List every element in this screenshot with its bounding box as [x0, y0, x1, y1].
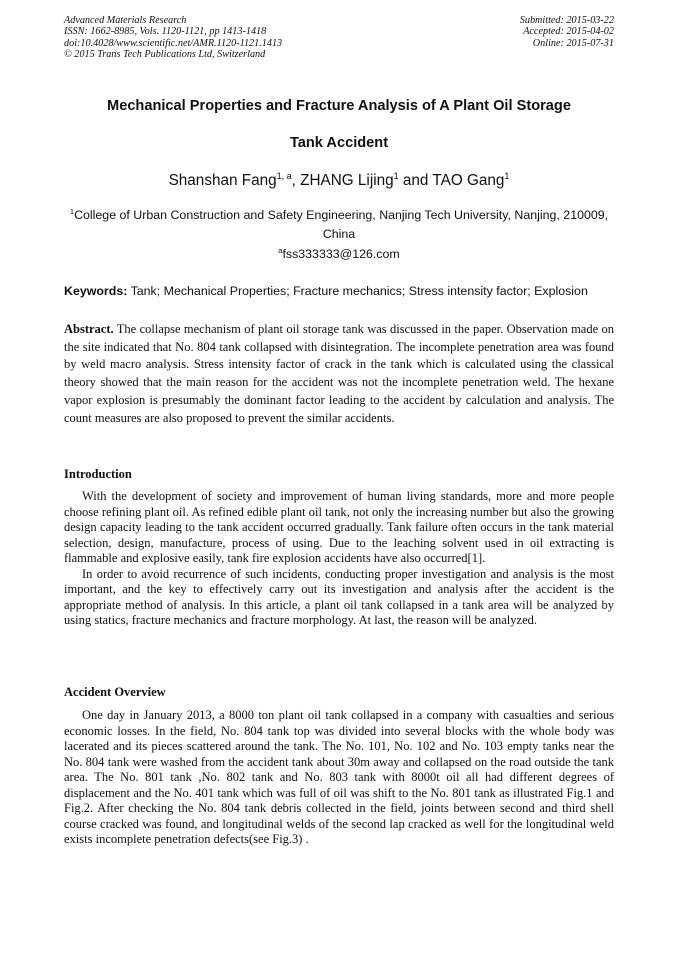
section-heading-introduction: Introduction — [64, 467, 132, 481]
author-list — [64, 166, 614, 191]
submitted-date: Submitted: 2015-03-22 — [519, 15, 614, 26]
journal-copyright: © 2015 Trans Tech Publications Ltd, Switzerland — [64, 49, 266, 61]
accepted-date: Accepted: 2015-04-02 — [523, 26, 614, 38]
abstract-label: Abstract. — [64, 322, 114, 336]
author-1-name: Shanshan Fang — [168, 172, 277, 190]
abstract-text: The collapse mechanism of plant oil storage tank was discussed in the paper. Observation made on the site indicated that No. 804 tank collapsed with disintegration. The incomplete penetration area was found by weld macro analysis. Stress intensity factor of crack in the tank which is calculated using the classical theory showed that the main reason for the accident was not the incomplete penetration weld. The hexane vapor explosion is presumably the dominant factor leading to the accident by calculation and analysis. The count measures are also proposed to prevent the similar accidents. — [64, 322, 614, 425]
paper-title — [64, 88, 614, 162]
paper-title-line-1: Mechanical Properties and Fracture Analysis of A Plant Oil Storage — [107, 98, 571, 114]
section-heading-accident-overview: Accident Overview — [64, 685, 166, 699]
author-separator: and — [398, 172, 433, 190]
email-mark: a — [278, 246, 283, 255]
author-separator: , — [291, 172, 301, 190]
accident-overview-body — [64, 708, 614, 848]
journal-doi[interactable]: doi:10.4028/www.scientific.net/AMR.1120-1121.1413 — [64, 37, 283, 49]
affiliation — [64, 202, 614, 244]
author-3-affil-mark: 1 — [504, 171, 510, 181]
introduction-body — [64, 489, 614, 629]
journal-issn: ISSN: 1662-8985, Vols. 1120-1121, pp 1413-1418 — [64, 26, 267, 38]
keywords-label: Keywords: — [64, 284, 128, 298]
journal-info — [64, 15, 282, 61]
paragraph: One day in January 2013, a 8000 ton plant oil tank collapsed in a company with casualties and serious economic losses. In the field, No. 804 tank top was divided into several blocks with the whole body was lacerated and its pieces scattered around the tank. The No. 101, No. 102 and No. 103 empty tanks near the No. 804 tank were washed from the accident tank about 30m away and collapsed on the road outside the tank area. The No. 801 tank ,No. 802 tank and No. 803 tank with 8000t oil all had different degrees of displacement and the No. 401 tank which was full of oil was shift to the No. 801 tank as illustrated Fig.1 and Fig.2. After checking the No. 804 tank debris collected in the field, joints between second and third shell course cracked was found, and longitudinal welds of the second lap cracked as well for the longitudinal weld exists incomplete penetration defects(see Fig.3) . — [64, 708, 614, 846]
paragraph: With the development of society and improvement of human living standards, more and more people choose refining plant oil. As refined edible plant oil tank, not only the increasing number but also the growing design capacity leading to the tank accident occurred gradually. Tank failure often occurs in the tank material selection, design, manufacture, process of using. Due to the leaching solvent used in oil extracting is flammable and explosive easily, tank fire explosion accidents have also occurred[1]. — [64, 489, 614, 565]
author-3-name: TAO Gang — [432, 172, 505, 190]
paper-title-line-2: Tank Accident — [289, 135, 389, 151]
paragraph: In order to avoid recurrence of such incidents, conducting proper investigation and analysis is the most important, and the key to effectively carry out its investigation and analysis after the accident is the appropriate method of analysis. In this article, a plant oil tank collapsed in a tank area will be analyzed by using statics, fracture mechanics and fracture morphology. At last, the reason will be analyzed. — [64, 566, 614, 627]
affiliation-mark: 1 — [69, 207, 75, 216]
corresponding-email — [64, 243, 614, 262]
author-1-affil-mark: 1, a — [276, 171, 292, 181]
journal-name: Advanced Materials Research — [64, 15, 187, 26]
online-date: Online: 2015-07-31 — [532, 37, 614, 49]
keywords — [64, 283, 614, 299]
affiliation-text: College of Urban Construction and Safety Engineering, Nanjing Tech University, Nanjing, 210009, China — [74, 208, 609, 242]
abstract — [64, 321, 614, 427]
author-2-affil-mark: 1 — [393, 171, 399, 181]
publication-dates — [460, 15, 614, 49]
keywords-text: Tank; Mechanical Properties; Fracture mechanics; Stress intensity factor; Explosion — [127, 284, 588, 298]
author-2-name: ZHANG Lijing — [300, 172, 394, 190]
email-address[interactable]: fss333333@126.com — [282, 247, 400, 262]
